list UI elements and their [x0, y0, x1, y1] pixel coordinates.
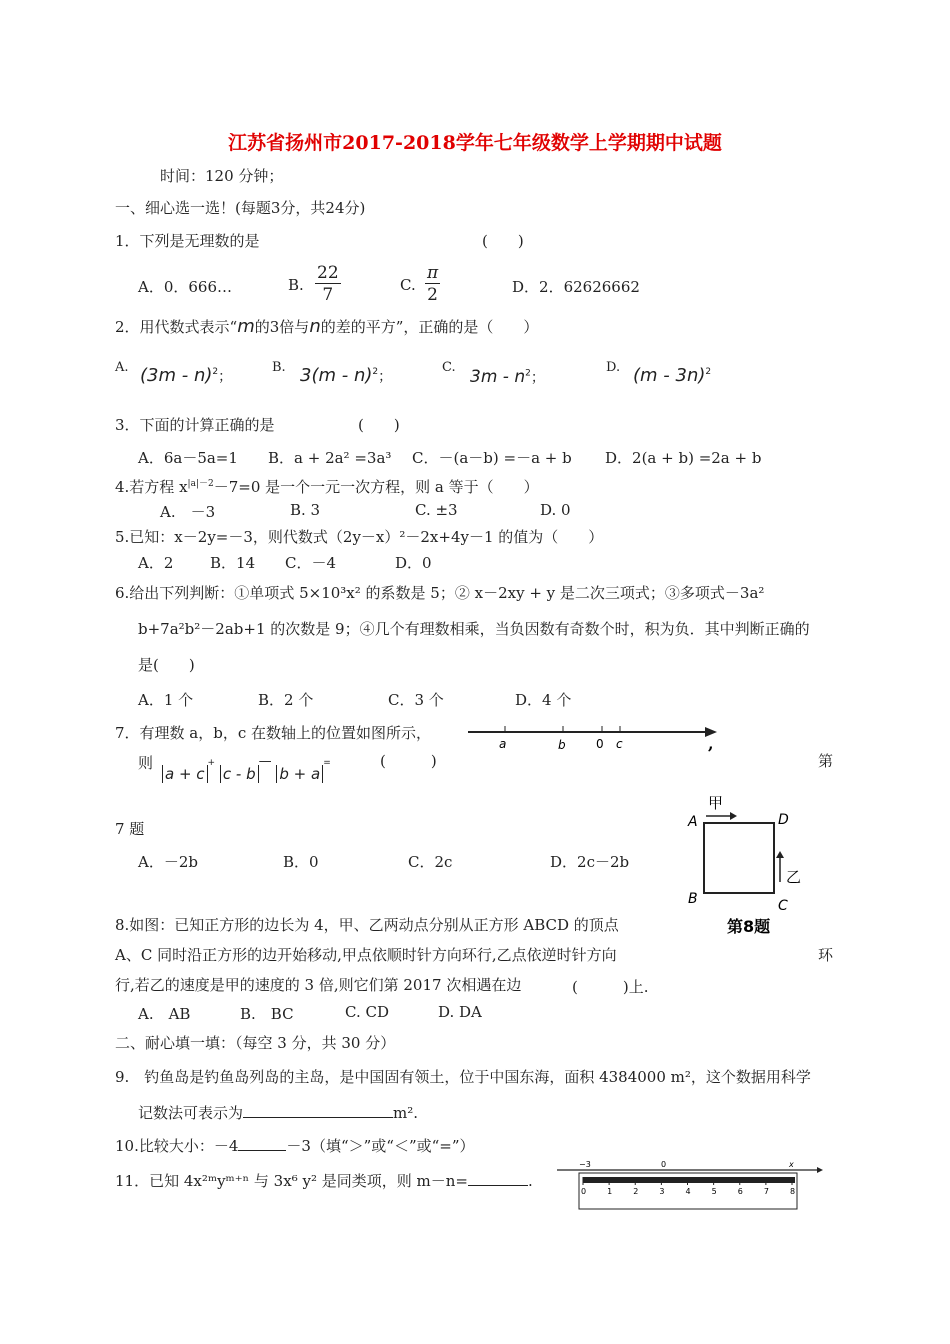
- q11-answer-blank[interactable]: [468, 1185, 528, 1186]
- q8-line-1: 8.如图：已知正方形的边长为 4，甲、乙两动点分别从正方形 ABCD 的顶点: [115, 916, 619, 934]
- q2-d-expr: (m - 3n): [633, 365, 706, 386]
- q1-option-b-label: B.: [288, 276, 304, 294]
- time-line: 时间：120 分钟；: [160, 167, 284, 185]
- q7-ref-part2: 7 题: [115, 820, 145, 838]
- q11-post: .: [527, 1172, 533, 1190]
- q7-option-c: C．2c: [408, 853, 453, 871]
- q6-option-c: C．3 个: [388, 691, 444, 709]
- q6-option-a: A．1 个: [138, 691, 194, 709]
- q4-option-a: A. －3: [160, 503, 216, 521]
- q8-line-3: 行,若乙的速度是甲的速度的 3 倍,则它们第 2017 次相遇在边: [115, 976, 522, 994]
- q1-stem: 1．下列是无理数的是: [115, 232, 260, 250]
- q2-stem: [115, 316, 538, 337]
- q2-c-expr: 3m - n: [470, 367, 526, 387]
- vertex-d: D: [778, 812, 789, 828]
- q2-a-sq: 2: [212, 367, 219, 377]
- q4-option-c: C. ±3: [415, 501, 458, 519]
- label-b: b: [558, 738, 566, 752]
- q8-option-a: A. AB: [138, 1005, 191, 1023]
- q9-answer-blank[interactable]: [243, 1117, 393, 1118]
- q2-option-b-label: B.: [272, 360, 286, 375]
- label-yi: 乙: [786, 868, 802, 886]
- q4-stem-pre: 4.若方程 x: [115, 478, 188, 496]
- q7-abs-1: a + c: [162, 765, 208, 783]
- section-2-heading: 二、耐心填一填：（每空 3 分，共 30 分）: [115, 1034, 396, 1052]
- q7-abs-3: b + a: [276, 765, 323, 783]
- vertex-c: C: [778, 898, 788, 914]
- q2-stem-post: 的差的平方”，正确的是（ ）: [320, 318, 539, 336]
- q7-option-d: D．2c－2b: [550, 853, 630, 871]
- q9-line-1: 9. 钓鱼岛是钓鱼岛列岛的主岛，是中国固有领土，位于中国东海，面积 4384000 m²，这个数据用科学: [115, 1068, 811, 1086]
- q8-huan: 环: [818, 946, 834, 964]
- q4-option-b: B. 3: [290, 501, 321, 519]
- number-line-comma: ,: [708, 734, 714, 753]
- q7-eq: =: [323, 758, 331, 768]
- q10-post: －3（填“＞”或“＜”或“=”）: [286, 1137, 475, 1155]
- q10-line: [115, 1135, 475, 1156]
- q7-plus: +: [207, 758, 216, 768]
- q8-square-figure: [680, 790, 820, 940]
- q1-c-numerator: π: [427, 263, 439, 283]
- ruler-label-x: x: [789, 1160, 794, 1169]
- q7-then: 则: [138, 754, 154, 772]
- ruler-axis-arrow: [817, 1167, 823, 1173]
- q7-ref-part1: 第: [818, 752, 834, 770]
- q2-b-semi: ；: [378, 369, 393, 385]
- q3-option-d: D．2(a + b) =2a + b: [605, 449, 762, 467]
- q5-stem: 5.已知：x－2y=－3，则代数式（2y－x）²－2x+4y－1 的值为（ ）: [115, 528, 604, 546]
- q2-option-c: [470, 367, 545, 387]
- ruler-number: 8: [790, 1187, 796, 1196]
- q2-a-expr: (3m - n): [140, 365, 213, 386]
- q2-b-sq: 2: [372, 367, 379, 377]
- q5-option-c: C．－4: [285, 554, 337, 572]
- label-a: a: [499, 737, 507, 751]
- q1-b-numerator: 22: [317, 263, 339, 283]
- q2-option-d: [633, 365, 711, 386]
- q4-exponent: |a|－2: [187, 479, 214, 489]
- q2-c-sq: 2: [525, 368, 531, 379]
- vertex-b: B: [688, 891, 698, 907]
- ruler-number: 7: [763, 1187, 769, 1196]
- q5-option-b: B．14: [210, 554, 256, 572]
- q1-b-denominator: 7: [322, 285, 334, 305]
- q8-option-b: B. BC: [240, 1005, 294, 1023]
- q1-option-a: A．0．666…: [138, 278, 233, 296]
- q1-option-c-label: C.: [400, 276, 416, 294]
- q2-option-a: [140, 365, 232, 386]
- ruler-label-0: 0: [661, 1160, 667, 1169]
- q2-stem-pre: 2．用代数式表示“: [115, 318, 238, 336]
- q6-option-d: D．4 个: [515, 691, 572, 709]
- ruler-number: 2: [633, 1187, 639, 1196]
- q5-option-d: D．0: [395, 554, 432, 572]
- q3-option-c: C．－(a－b) =－a + b: [412, 449, 572, 467]
- q2-d-sq: 2: [705, 367, 712, 377]
- ruler-number: 4: [685, 1187, 691, 1196]
- q2-c-semi: ；: [530, 370, 545, 386]
- figure-caption: 第8题: [727, 917, 771, 936]
- q2-option-d-label: D.: [606, 360, 621, 375]
- ruler-number: 0: [581, 1187, 587, 1196]
- q8-option-d: D. DA: [438, 1003, 482, 1021]
- q4-stem: [115, 476, 539, 497]
- q1-option-b-fraction: [315, 263, 341, 306]
- vertex-a: A: [688, 814, 698, 830]
- q6-line-2: b+7a²b²－2ab+1 的次数是 9；④几个有理数相乘，当负因数有奇数个时，积为负．其中判断正确的: [138, 620, 810, 638]
- q1-option-d: D．2．62626662: [512, 278, 640, 296]
- q11-ruler-figure: [555, 1158, 825, 1212]
- label-0: 0: [596, 737, 604, 751]
- ruler-scale-bar: [583, 1177, 795, 1183]
- q3-answer-paren: ( ): [358, 416, 400, 434]
- ruler-number: 3: [659, 1187, 665, 1196]
- ruler-number: 1: [607, 1187, 613, 1196]
- q1-option-c-fraction: [425, 263, 440, 306]
- q11-line: [115, 1170, 533, 1191]
- q2-var-n: n: [309, 316, 321, 337]
- q10-answer-blank[interactable]: [238, 1150, 286, 1151]
- q3-option-b: B．a + 2a² =3a³: [268, 449, 392, 467]
- q1-c-denominator: 2: [427, 285, 438, 305]
- square-abcd: [704, 823, 774, 893]
- q9-line-2: [138, 1102, 418, 1123]
- label-jia: 甲: [708, 794, 724, 812]
- label-c: c: [616, 737, 623, 751]
- q4-option-d: D. 0: [540, 501, 571, 519]
- q7-option-a: A．－2b: [138, 853, 198, 871]
- q2-var-m: m: [237, 316, 255, 337]
- section-1-heading: 一、细心选一选！(每题3分，共24分): [115, 199, 366, 217]
- page-title: 江苏省扬州市2017-2018学年七年级数学上学期期中试题: [228, 132, 722, 154]
- q7-abs-2: c - b: [220, 765, 259, 783]
- q8-option-c: C. CD: [345, 1003, 389, 1021]
- q6-option-b: B．2 个: [258, 691, 314, 709]
- q9-line-2-pre: 记数法可表示为: [138, 1104, 244, 1122]
- q7-answer-paren: ( ): [380, 752, 437, 770]
- q5-option-a: A．2: [138, 554, 174, 572]
- ruler-number: 5: [711, 1187, 717, 1196]
- q8-line-2: A、C 同时沿正方形的边开始移动,甲点依顺时针方向环行,乙点依逆时针方向: [115, 946, 617, 964]
- q2-stem-mid: 的3倍与: [254, 318, 310, 336]
- yi-arrowhead: [776, 851, 784, 858]
- q6-line-3: 是( ): [138, 656, 195, 674]
- q2-a-semi: ；: [218, 369, 233, 385]
- q10-pre: 10.比较大小：－4: [115, 1137, 239, 1155]
- q4-stem-post: －7=0 是一个一元一次方程，则 a 等于（ ）: [213, 478, 539, 496]
- q2-option-b: [300, 365, 392, 386]
- q9-line-2-post: m².: [393, 1104, 419, 1122]
- jia-arrowhead: [730, 812, 737, 820]
- q2-b-expr: 3(m - n): [300, 365, 373, 386]
- q1-answer-paren: ( ): [482, 232, 524, 250]
- q11-pre: 11．已知 4x²ᵐyᵐ⁺ⁿ 与 3x⁶ y² 是同类项，则 m－n=: [115, 1172, 468, 1190]
- q3-option-a: A．6a－5a=1: [138, 449, 238, 467]
- q7-option-b: B．0: [283, 853, 319, 871]
- q3-stem: 3．下面的计算正确的是: [115, 416, 275, 434]
- q6-line-1: 6.给出下列判断：①单项式 5×10³x² 的系数是 5；② x－2xy + y 是二次三项式；③多项式－3a²: [115, 584, 765, 602]
- q2-option-c-label: C.: [442, 360, 456, 375]
- q7-number-line: [465, 718, 725, 758]
- ruler-number: 6: [737, 1187, 743, 1196]
- q8-answer-paren: ( )上.: [572, 978, 649, 996]
- q2-option-a-label: A.: [115, 360, 129, 375]
- q7-minus: —: [258, 754, 272, 769]
- q7-expression: [162, 754, 331, 783]
- q7-stem: 7．有理数 a，b，c 在数轴上的位置如图所示，: [115, 724, 432, 742]
- ruler-label-neg3: −3: [579, 1160, 591, 1169]
